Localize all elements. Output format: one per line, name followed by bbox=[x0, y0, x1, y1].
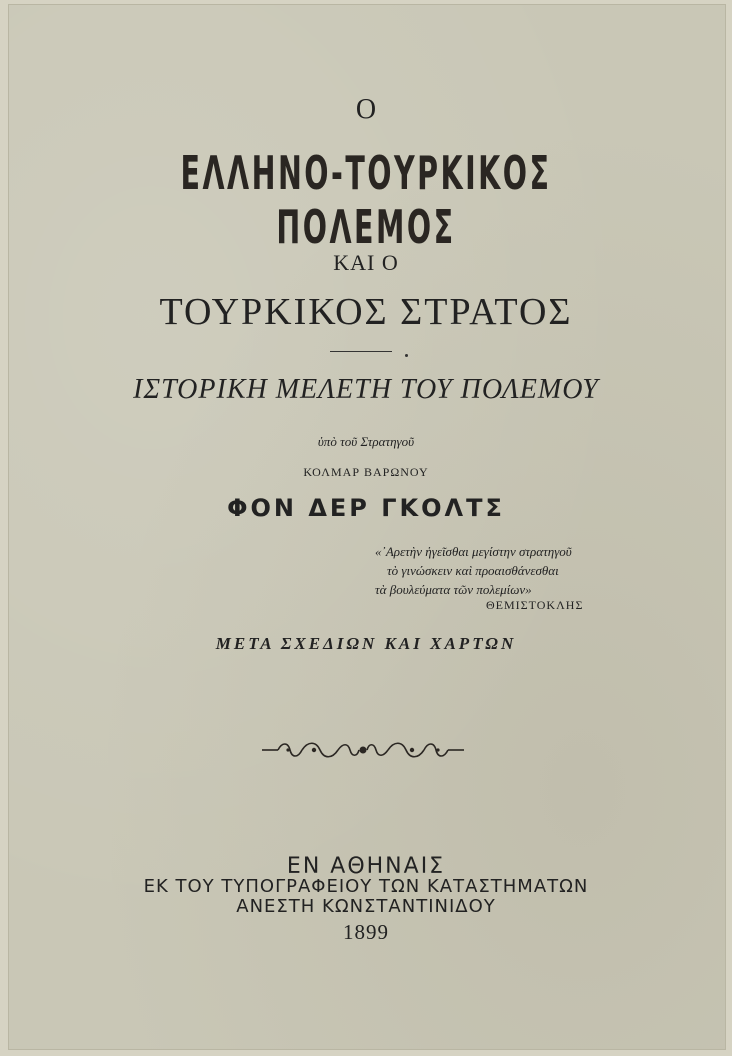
epigraph bbox=[375, 542, 625, 599]
title-article: Ο bbox=[355, 94, 377, 125]
main-title: ΕΛΛΗΝΟ-ΤΟΥΡΚΙΚΟΣ ΠΟΛΕΜΟΣ bbox=[180, 146, 552, 254]
imprint-year: 1899 bbox=[343, 920, 389, 944]
by-line: ὑπὸ τοῦ Στρατηγοῦ bbox=[317, 434, 415, 449]
imprint-printer-line1: ΕΚ ΤΟΥ ΤΥΠΟΓΡΑΦΕΙΟΥ ΤΩΝ ΚΑΤΑΣΤΗΜΑΤΩΝ bbox=[143, 876, 589, 897]
epigraph-line: τὰ βουλεύματα τῶν πολεμίων» bbox=[375, 582, 532, 597]
epigraph-line: τὸ γινώσκειν καὶ προαισθάνεσθαι bbox=[387, 563, 559, 578]
maps-note: ΜΕΤΑ ΣΧΕΔΙΩΝ ΚΑΙ ΧΑΡΤΩΝ bbox=[215, 634, 517, 653]
ornamental-rule-icon bbox=[258, 738, 468, 762]
epigraph-line: «᾿Αρετὴν ἡγεῖσθαι μεγίστην στρατηγοῦ bbox=[375, 544, 572, 559]
author-name: ΦΟΝ ΔΕΡ ΓΚΟΛΤΣ bbox=[227, 494, 505, 522]
title-conjunction: ΚΑΙ Ο bbox=[333, 250, 399, 275]
imprint-place: ΕΝ ΑΘΗΝΑΙΣ bbox=[286, 854, 446, 879]
subtitle: ΙΣΤΟΡΙΚΗ ΜΕΛΕΤΗ ΤΟΥ ΠΟΛΕΜΟΥ bbox=[133, 374, 599, 405]
title-divider-dot bbox=[405, 354, 408, 357]
title-divider bbox=[330, 351, 392, 352]
second-title: ΤΟΥΡΚΙΚΟΣ ΣΤΡΑΤΟΣ bbox=[159, 291, 573, 333]
imprint-printer-line2: ΑΝΕΣΤΗ ΚΩΝΣΤΑΝΤΙΝΙΔΟΥ bbox=[236, 896, 496, 917]
epigraph-attribution: ΘΕΜΙΣΤΟΚΛΗΣ bbox=[486, 598, 584, 612]
author-prefix: ΚΟΛΜΑΡ ΒΑΡΩΝΟΥ bbox=[303, 465, 429, 479]
